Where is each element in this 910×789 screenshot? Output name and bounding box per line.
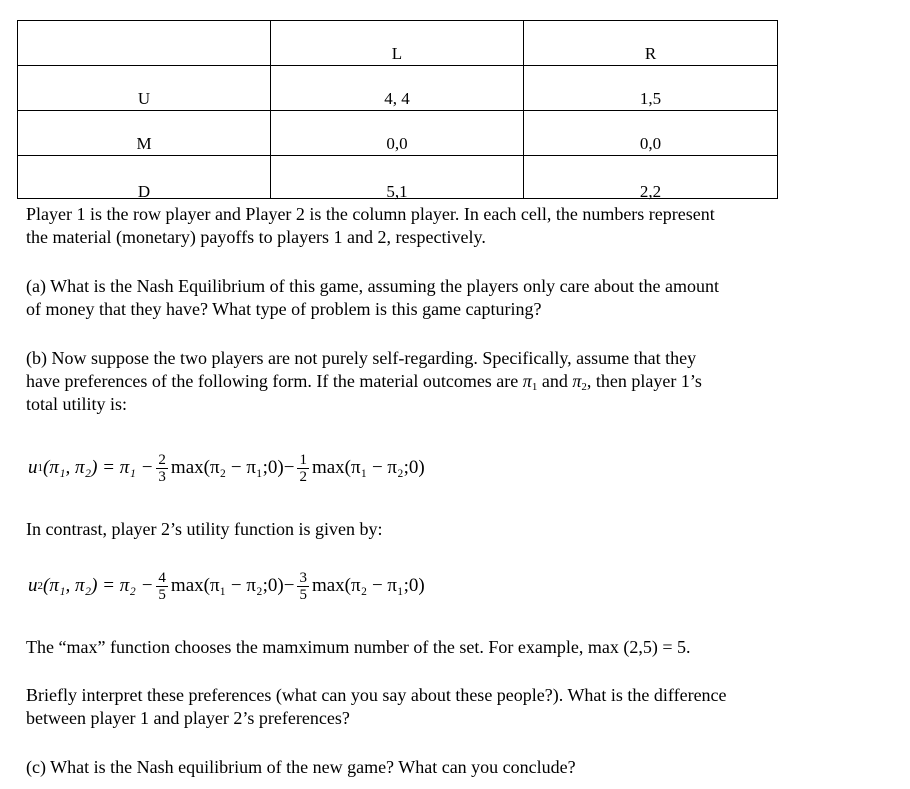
question-b: (b) Now suppose the two players are not purely self-regarding. Specifically, assume that they have preferences of the following form. If the material outcomes are $\pi_1$ and $\pi_2$, then player 1’s total utility is: xyxy=(26,348,702,414)
fraction-two-thirds: $\frac{2}{3}$ xyxy=(158,451,166,485)
table-header-L: L xyxy=(271,21,524,66)
interpretation-question: Briefly interpret these preferences (what can you say about these people?). What is the difference between player 1 and player 2’s preferences? xyxy=(26,685,727,728)
row-label-U: U xyxy=(18,66,271,111)
payoff-table xyxy=(17,20,778,199)
fraction-four-fifths: $\frac{4}{5}$ xyxy=(158,569,166,603)
utility-formula-player2: u 2 (π₁, π₂) = π₂ − $\frac{4}{5}$ max(π₁ − π₂;0)− $\frac{3}{5}$ max(π₂ − π₁;0) xyxy=(28,569,425,603)
cell-M-R: 0,0 xyxy=(524,111,778,156)
question-a: (a) What is the Nash Equilibrium of this game, assuming the players only care about the amount of money that they have? What type of problem is this game capturing? xyxy=(26,276,719,319)
table-header-row xyxy=(18,21,778,66)
contrast-text: In contrast, player 2’s utility function is given by: xyxy=(26,519,383,539)
max-function-note: The “max” function chooses the mamximum number of the set. For example, max (2,5) = 5. xyxy=(26,637,691,657)
cell-M-L: 0,0 xyxy=(271,111,524,156)
table-row xyxy=(18,156,778,199)
utility-formula-player1: u 1 (π₁, π₂) = π₁ − $\frac{2}{3}$ max(π₂ − π₁;0)− $\frac{1}{2}$ max(π₁ − π₂;0) xyxy=(28,451,425,485)
fraction-one-half: $\frac{1}{2}$ xyxy=(299,451,307,485)
table-header-R: R xyxy=(524,21,778,66)
fraction-three-fifths: $\frac{3}{5}$ xyxy=(299,569,307,603)
table-header-corner xyxy=(18,21,271,66)
question-c: (c) What is the Nash equilibrium of the new game? What can you conclude? xyxy=(26,757,576,777)
cell-U-L: 4, 4 xyxy=(271,66,524,111)
row-label-M: M xyxy=(18,111,271,156)
intro-paragraph: Player 1 is the row player and Player 2 is the column player. In each cell, the numbers represent the material (monetary) payoffs to players 1 and 2, respectively. xyxy=(26,204,715,247)
cell-D-R: 2,2 xyxy=(524,156,778,199)
table-row xyxy=(18,111,778,156)
row-label-D: D xyxy=(18,156,271,199)
cell-U-R: 1,5 xyxy=(524,66,778,111)
cell-D-L: 5,1 xyxy=(271,156,524,199)
table-row xyxy=(18,66,778,111)
